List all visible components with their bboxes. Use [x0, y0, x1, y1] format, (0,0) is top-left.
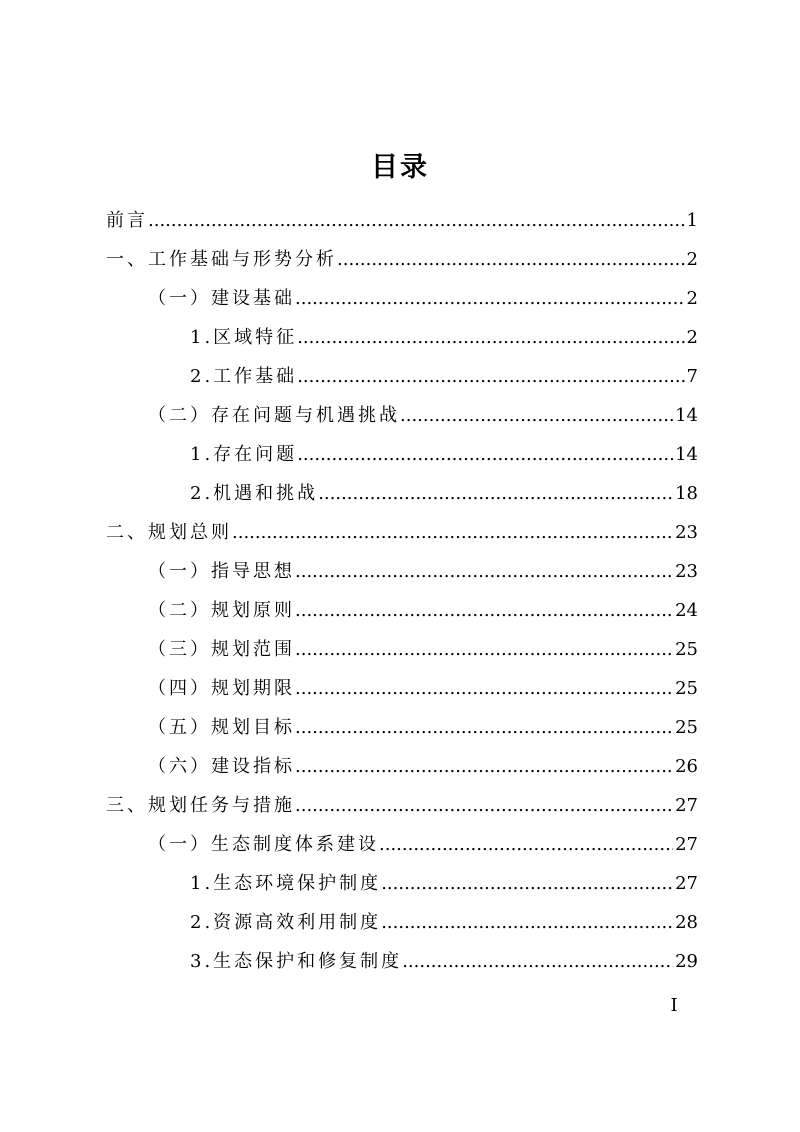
toc-entry-title: （五）规划目标 [148, 717, 295, 738]
toc-entry-page: 14 [675, 444, 698, 465]
toc-entry[interactable] [148, 712, 698, 744]
toc-entry-title: （一）建设基础 [148, 288, 295, 309]
toc-entry-page: 24 [675, 600, 698, 621]
toc-entry[interactable] [190, 322, 698, 354]
toc-entry-page: 2 [686, 288, 698, 309]
toc-entry-page: 29 [675, 951, 698, 972]
toc-entry-title: （一）生态制度体系建设 [148, 834, 379, 855]
toc-entry-page: 25 [675, 717, 698, 738]
toc-dot-leader [379, 829, 673, 861]
toc-dot-leader [400, 400, 673, 432]
toc-entry-page: 27 [675, 873, 698, 894]
toc-entry-title: （六）建设指标 [148, 756, 295, 777]
toc-entry-title: 一、工作基础与形势分析 [106, 249, 337, 270]
toc-entry-page: 26 [675, 756, 698, 777]
page-title: 目录 [371, 152, 429, 183]
toc-dot-leader [381, 868, 673, 900]
toc-entry-page: 2 [686, 249, 698, 270]
toc-dot-leader [232, 517, 673, 549]
toc-entry[interactable] [106, 244, 698, 276]
toc-entry-title: （二）存在问题与机遇挑战 [148, 405, 400, 426]
toc-entry[interactable] [148, 400, 698, 432]
toc-entry[interactable] [190, 478, 698, 510]
toc-entry-title: （四）规划期限 [148, 678, 295, 699]
toc-entry-title: （三）规划范围 [148, 639, 295, 660]
toc-entry-page: 7 [686, 366, 698, 387]
toc-entry[interactable] [190, 439, 698, 471]
toc-entry-title: 3.生态保护和修复制度 [190, 951, 403, 972]
toc-entry-title: （一）指导思想 [148, 561, 295, 582]
toc-entry-title: （二）规划原则 [148, 600, 295, 621]
toc-entry-page: 23 [675, 561, 698, 582]
toc-entry-title: 2.机遇和挑战 [190, 483, 319, 504]
toc-entry-page: 2 [686, 327, 698, 348]
toc-entry-title: 三、规划任务与措施 [106, 795, 295, 816]
toc-entry-title: 1.存在问题 [190, 444, 298, 465]
toc-entry[interactable] [148, 829, 698, 861]
toc-dot-leader [318, 478, 673, 510]
toc-dot-leader [295, 634, 673, 666]
toc-entry-page: 25 [675, 678, 698, 699]
toc-dot-leader [337, 244, 685, 276]
toc-dot-leader [297, 361, 684, 393]
toc-dot-leader [295, 673, 673, 705]
toc-entry[interactable] [148, 556, 698, 588]
toc-entry[interactable] [148, 634, 698, 666]
toc-dot-leader [381, 907, 673, 939]
toc-entry[interactable] [190, 868, 698, 900]
toc-entry-page: 25 [675, 639, 698, 660]
toc-entry-title: 1.生态环境保护制度 [190, 873, 382, 894]
toc-entry-page: 27 [675, 795, 698, 816]
toc-entry[interactable] [190, 361, 698, 393]
toc-entry-title: 二、规划总则 [106, 522, 232, 543]
toc-entry[interactable] [106, 205, 698, 237]
toc-dot-leader [148, 205, 685, 237]
toc-entry-title: 2.工作基础 [190, 366, 298, 387]
toc-dot-leader [295, 790, 673, 822]
toc-entry[interactable] [148, 595, 698, 627]
toc-entry-page: 23 [675, 522, 698, 543]
toc-entry-page: 18 [675, 483, 698, 504]
toc-dot-leader [297, 439, 673, 471]
toc-entry[interactable] [106, 517, 698, 549]
toc-entry-page: 1 [686, 210, 698, 231]
toc-entry[interactable] [106, 790, 698, 822]
toc-dot-leader [295, 751, 673, 783]
toc-entry[interactable] [148, 283, 698, 315]
toc-dot-leader [295, 283, 685, 315]
toc-entry-title: 前言 [106, 210, 148, 231]
toc-entry-title: 2.资源高效利用制度 [190, 912, 382, 933]
toc-dot-leader [297, 322, 684, 354]
toc-dot-leader [402, 946, 673, 978]
toc-entry[interactable] [148, 673, 698, 705]
toc-dot-leader [295, 712, 673, 744]
toc-entry-page: 27 [675, 834, 698, 855]
toc-entry[interactable] [148, 751, 698, 783]
toc-dot-leader [295, 595, 673, 627]
toc-entry[interactable] [190, 946, 698, 978]
toc-entry-title: 1.区域特征 [190, 327, 298, 348]
page-number: I [670, 995, 678, 1016]
toc-entry[interactable] [190, 907, 698, 939]
toc-entry-page: 14 [675, 405, 698, 426]
toc-entry-page: 28 [675, 912, 698, 933]
toc-dot-leader [295, 556, 673, 588]
